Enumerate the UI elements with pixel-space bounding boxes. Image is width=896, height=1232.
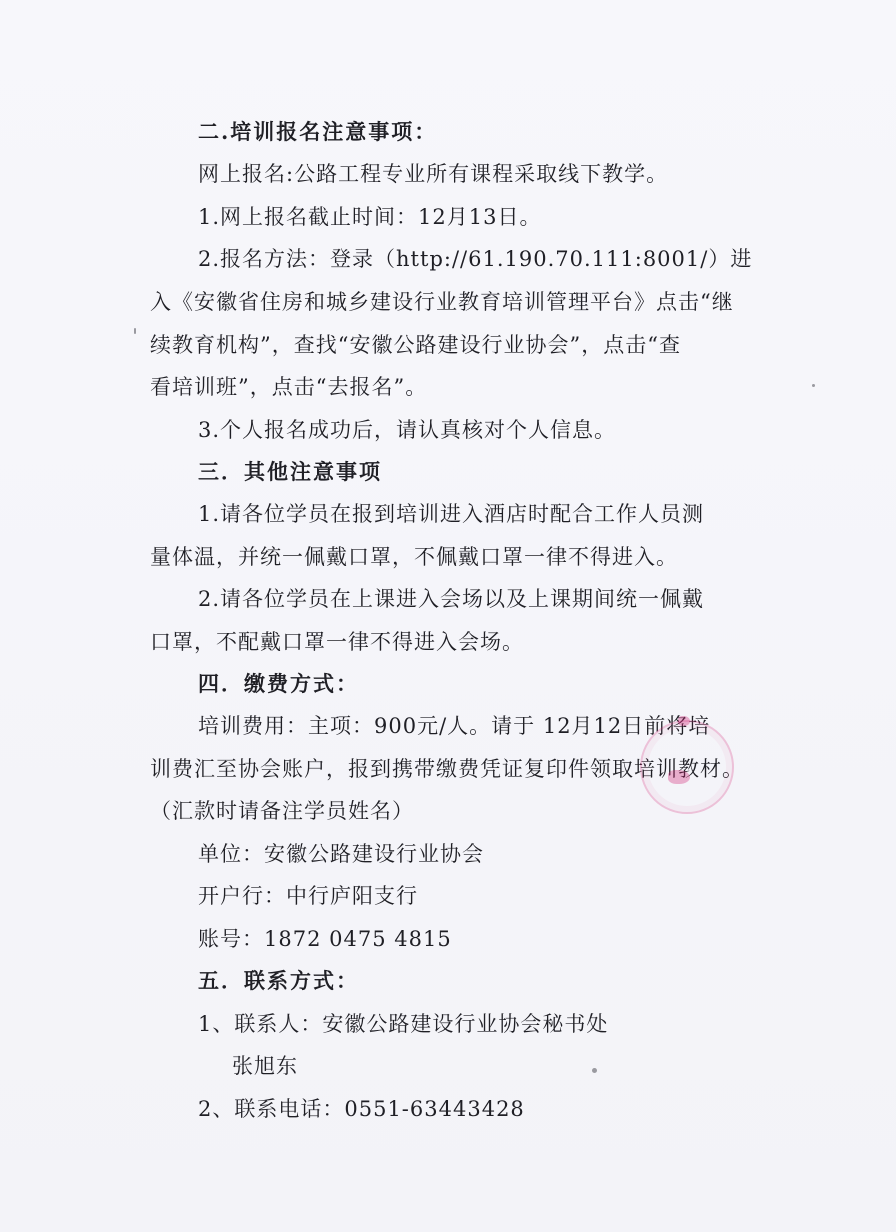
section-2-item-2-line-1: 2.报名方法：登录（http://61.190.70.111:8001/）进 [198,247,753,271]
section-4-title: 四．缴费方式： [198,671,359,696]
bank-unit: 单位：安徽公路建设行业协会 [198,842,484,866]
section-2-title: 二.培训报名注意事项： [198,119,438,144]
scan-speck [592,1068,597,1073]
section-2-item-1: 1.网上报名截止时间：12月13日。 [198,205,542,229]
section-5-title: 五．联系方式： [198,968,359,993]
section-2-item-2-line-4: 看培训班”，点击“去报名”。 [150,375,428,399]
section-2-item-2-line-3: 续教育机构”，查找“安徽公路建设行业协会”，点击“查 [150,333,681,357]
section-2-item-2-line-2: 入《安徽省住房和城乡建设行业教育培训管理平台》点击“继 [150,290,734,314]
seal-stamp [640,720,734,814]
fee-line-1: 培训费用：主项：900元/人。请于 12月12日前将培 [198,714,711,738]
fee-line-2: 训费汇至协会账户，报到携带缴费凭证复印件领取培训教材。 [150,757,744,781]
contact-line-1: 1、联系人：安徽公路建设行业协会秘书处 [198,1012,609,1036]
section-3-item-2-line-1: 2.请各位学员在上课进入会场以及上课期间统一佩戴 [198,587,705,611]
section-3-item-1-line-1: 1.请各位学员在报到培训进入酒店时配合工作人员测 [198,502,705,526]
bank-branch: 开户行：中行庐阳支行 [198,884,418,908]
section-3-title: 三．其他注意事项 [198,459,382,484]
section-3-item-1-line-2: 量体温，并统一佩戴口罩，不佩戴口罩一律不得进入。 [150,545,678,569]
fee-line-3: （汇款时请备注学员姓名） [150,799,414,823]
scan-speck [134,328,136,334]
scan-speck [812,384,815,387]
section-2-item-3: 3.个人报名成功后，请认真核对个人信息。 [198,418,617,442]
bank-account: 账号：1872 0475 4815 [198,927,452,951]
section-3-item-2-line-2: 口罩，不配戴口罩一律不得进入会场。 [150,630,524,654]
contact-phone: 2、联系电话：0551-63443428 [198,1097,525,1121]
contact-line-2: 张旭东 [232,1054,298,1078]
seal-ink-mark [678,716,690,726]
section-2-intro: 网上报名:公路工程专业所有课程采取线下教学。 [198,162,669,186]
seal-ink-mark [668,770,690,784]
